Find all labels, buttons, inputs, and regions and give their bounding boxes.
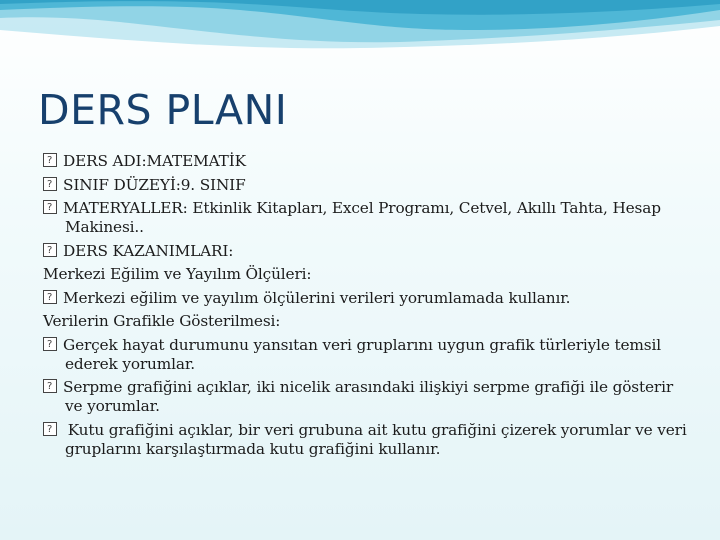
bullet-item bbox=[43, 289, 693, 308]
bullet-text: Serpme grafiğini açıklar, iki nicelik arasındaki ilişkiyi serpme grafiği ile gösterir ve yorumlar. bbox=[63, 378, 673, 415]
bullet-item bbox=[43, 176, 693, 195]
decorative-top-wave bbox=[0, 0, 720, 75]
bullet-item bbox=[43, 378, 693, 416]
bullet-text: DERS ADI:MATEMATİK bbox=[63, 152, 246, 170]
section-heading bbox=[43, 265, 693, 284]
missing-glyph-box-icon bbox=[43, 337, 57, 351]
missing-glyph-box-icon bbox=[43, 153, 57, 167]
bullet-text: SINIF DÜZEYİ:9. SINIF bbox=[63, 175, 246, 194]
heading-text: Verilerin Grafikle Gösterilmesi: bbox=[43, 312, 281, 330]
section-heading bbox=[43, 312, 693, 331]
bullet-text: MATERYALLER: Etkinlik Kitapları, Excel Programı, Cetvel, Akıllı Tahta, Hesap Makinesi.. bbox=[63, 199, 661, 236]
bullet-item bbox=[43, 199, 693, 237]
heading-text: Merkezi Eğilim ve Yayılım Ölçüleri: bbox=[43, 265, 312, 283]
missing-glyph-box-icon bbox=[43, 422, 57, 436]
bullet-text: DERS KAZANIMLARI: bbox=[63, 241, 234, 260]
bullet-item bbox=[43, 336, 693, 374]
missing-glyph-box-icon bbox=[43, 200, 57, 214]
lesson-plan-content bbox=[43, 152, 693, 463]
bullet-text: Kutu grafiğini açıklar, bir veri grubuna ait kutu grafiğini çizerek yorumlar ve veri gruplarını karşılaştırmada kutu grafiğini kullanır. bbox=[63, 420, 687, 458]
bullet-text: Merkezi eğilim ve yayılım ölçülerini verileri yorumlamada kullanır. bbox=[63, 288, 571, 307]
bullet-text: Gerçek hayat durumunu yansıtan veri gruplarını uygun grafik türleriyle temsil ederek yorumlar. bbox=[63, 335, 661, 373]
bullet-item bbox=[43, 242, 693, 261]
bullet-item bbox=[43, 152, 693, 171]
missing-glyph-box-icon bbox=[43, 290, 57, 304]
missing-glyph-box-icon bbox=[43, 379, 57, 393]
missing-glyph-box-icon bbox=[43, 243, 57, 257]
page-title: DERS PLANI bbox=[38, 86, 288, 134]
missing-glyph-box-icon bbox=[43, 177, 57, 191]
bullet-item bbox=[43, 421, 693, 459]
